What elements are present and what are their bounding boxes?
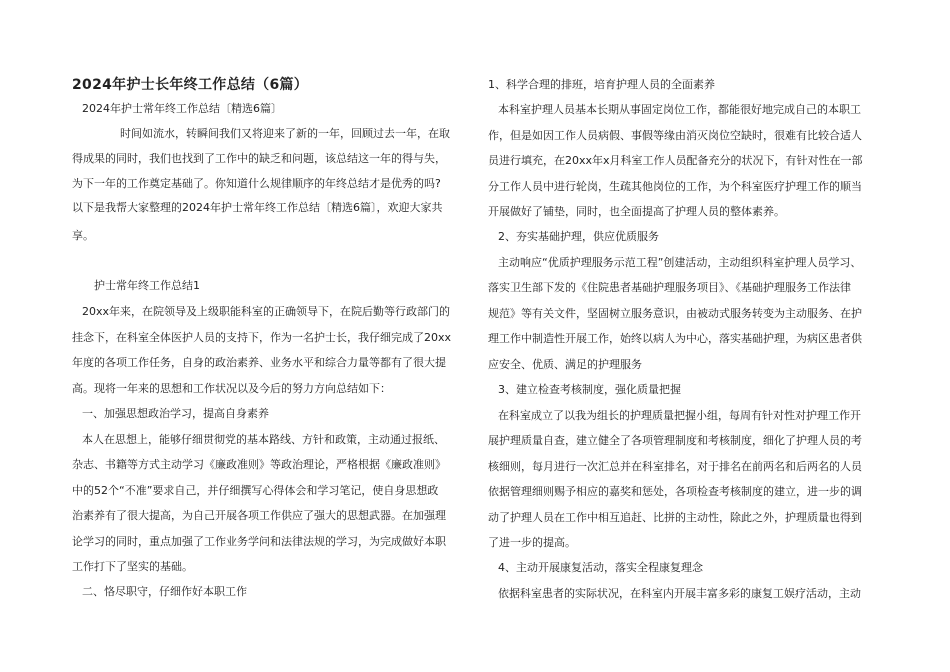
- intro-line: 得成果的同时，我们也找到了工作中的缺乏和问题，该总结这一年的得与失，: [72, 152, 446, 165]
- subsection-heading: 二、恪尽职守，仔细作好本职工作: [82, 585, 247, 598]
- body-line: 中的52个“不准”要求自己，并仔细撰写心得体会和学习笔记，使自身思想政: [72, 484, 439, 497]
- body-line: 挂念下，在科室全体医护人员的支持下，作为一名护士长，我仔细完成了20xx: [72, 331, 452, 344]
- body-line: 开展做好了铺垫，同时，也全面提高了护理人员的整体素养。: [488, 205, 785, 218]
- subsection-heading: 一、加强思想政治学习，提高自身素养: [82, 407, 269, 420]
- body-line: 核细则，每月进行一次汇总并在科室排名，对于排名在前两名和后两名的人员: [488, 460, 862, 473]
- body-line: 年度的各项工作任务，自身的政治素养、业务水平和综合力量等都有了很大提: [72, 356, 446, 369]
- body-line: 应安全、优质、满足的护理服务: [488, 358, 642, 371]
- body-line: 分工作人员中进行轮岗，生疏其他岗位的工作，为个科室医疗护理工作的顺当: [488, 180, 862, 193]
- intro-line: 享。: [72, 229, 94, 242]
- subsection-heading: 2、夯实基础护理，供应优质服务: [498, 230, 659, 243]
- body-line: 高。现将一年来的思想和工作状况以及今后的努力方向总结如下：: [72, 382, 391, 395]
- subsection-heading: 1、科学合理的排班，培育护理人员的全面素养: [488, 78, 715, 91]
- body-line: 依据科室患者的实际状况，在科室内开展丰富多彩的康复工娱疗活动，主动: [498, 587, 861, 600]
- body-line: 杂志、书籍等方式主动学习《廉政准则》等政治理论，严格根据《廉政准则》: [72, 458, 446, 471]
- body-line: 本科室护理人员基本长期从事固定岗位工作，都能很好地完成自己的本职工: [498, 103, 861, 116]
- body-line: 依据管理细则赐予相应的嘉奖和惩处，各项检查考核制度的建立，进一步的调: [488, 485, 862, 498]
- body-line: 展护理质量自查，建立健全了各项管理制度和考核制度，细化了护理人员的考: [488, 434, 862, 447]
- body-line: 理工作中制造性开展工作，始终以病人为中心，落实基础护理，为病区患者供: [488, 332, 862, 345]
- body-line: 在科室成立了以我为组长的护理质量把握小组，每周有针对性对护理工作开: [498, 409, 861, 422]
- subsection-heading: 3、建立检查考核制度，强化质量把握: [498, 383, 681, 396]
- body-line: 了进一步的提高。: [488, 536, 576, 549]
- body-line: 20xx年来，在院领导及上级职能科室的正确领导下，在院后勤等行政部门的: [82, 305, 451, 318]
- body-line: 动了护理人员在工作中相互追赶、比拼的主动性，除此之外，护理质量也得到: [488, 511, 862, 524]
- body-line: 治素养有了很大提高，为自己开展各项工作供应了强大的思想武器。在加强理: [72, 509, 446, 522]
- body-line: 员进行填充，在20xx年x月科室工作人员配备充分的状况下，有针对性在一部: [488, 154, 863, 167]
- intro-line: 时间如流水，转瞬间我们又将迎来了新的一年，回顾过去一年，在取: [120, 127, 450, 140]
- body-line: 工作打下了坚实的基础。: [72, 560, 193, 573]
- subtitle: 2024年护士常年终工作总结〔精选6篇〕: [82, 102, 282, 115]
- intro-line: 以下是我帮大家整理的2024年护士常年终工作总结〔精选6篇〕，欢迎大家共: [72, 201, 443, 214]
- subsection-heading: 4、主动开展康复活动，落实全程康复理念: [498, 561, 703, 574]
- document-title: 2024年护士长年终工作总结（6篇）: [72, 77, 309, 93]
- body-line: 作，但是如因工作人员病假、事假等缘由消灭岗位空缺时，很难有比较合适人: [488, 129, 862, 142]
- body-line: 主动响应“优质护理服务示范工程”创建活动，主动组织科室护理人员学习、: [498, 256, 862, 269]
- body-line: 本人在思想上，能够仔细贯彻党的基本路线、方针和政策，主动通过报纸、: [82, 433, 445, 446]
- body-line: 落实卫生部下发的《住院患者基础护理服务项目》、《基础护理服务工作法律: [488, 281, 851, 294]
- section-heading: 护士常年终工作总结1: [94, 279, 200, 292]
- intro-line: 为下一年的工作奠定基础了。你知道什么规律顺序的年终总结才是优秀的吗?: [72, 177, 441, 190]
- body-line: 论学习的同时，重点加强了工作业务学问和法律法规的学习，为完成做好本职: [72, 535, 446, 548]
- body-line: 规范》等有关文件，坚固树立服务意识，由被动式服务转变为主动服务、在护: [488, 307, 862, 320]
